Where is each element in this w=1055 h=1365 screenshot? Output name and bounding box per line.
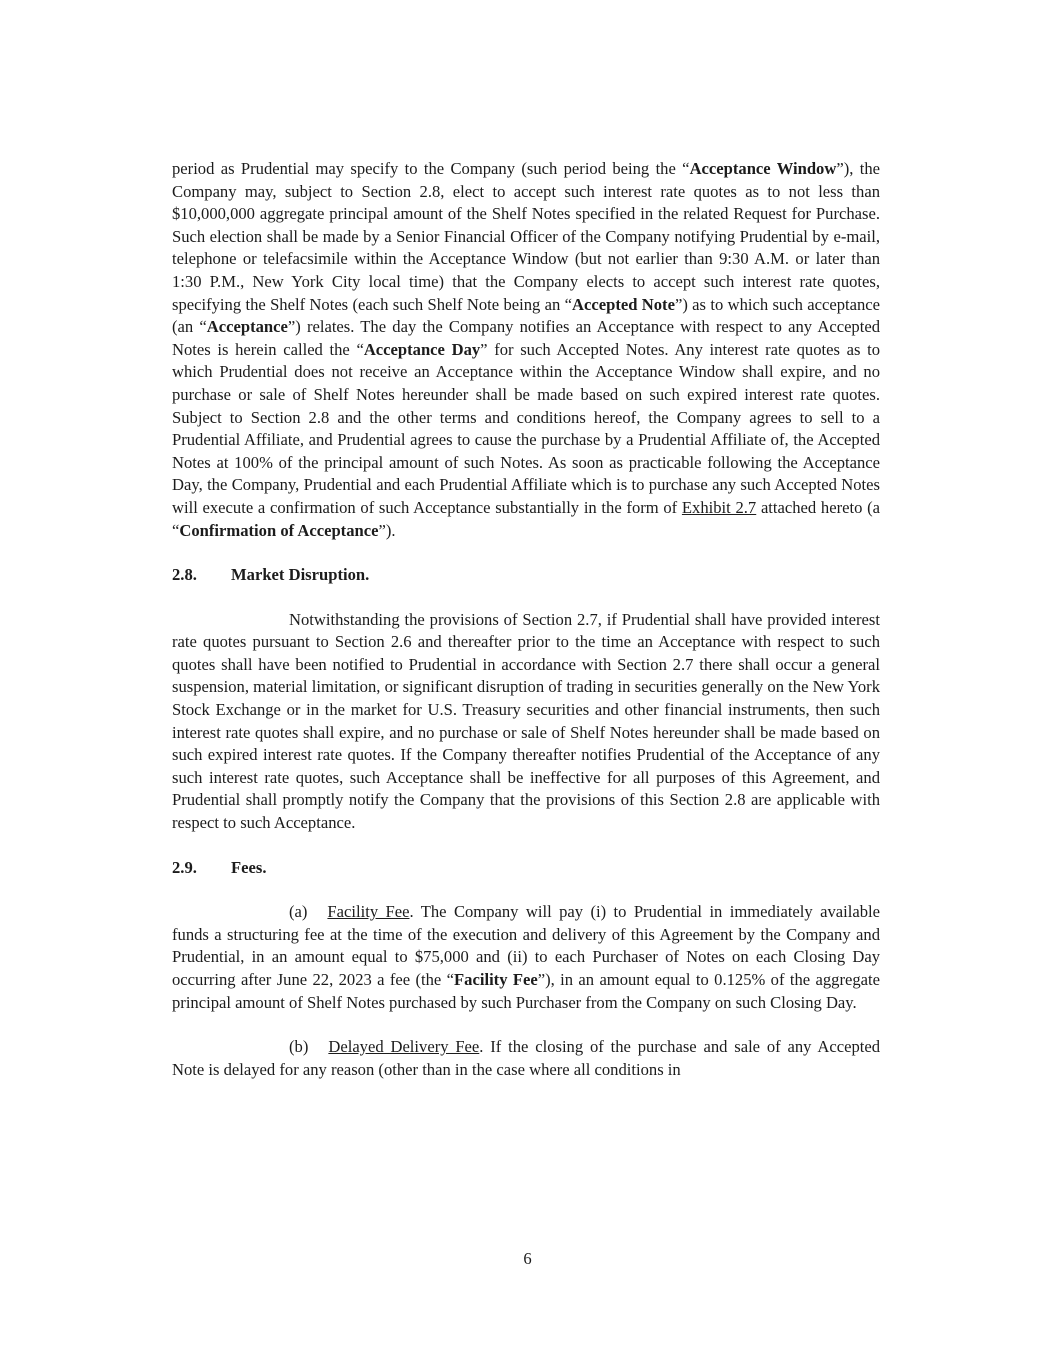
clause-caption: Delayed Delivery Fee — [328, 1037, 480, 1057]
section-title: Market Disruption. — [231, 565, 370, 585]
section-heading-2-8 — [172, 564, 880, 587]
document-page — [172, 158, 880, 1081]
clause-caption: Facility Fee — [327, 902, 410, 922]
section-number: 2.9. — [172, 857, 197, 877]
delayed-delivery-fee-paragraph: (b) Delayed Delivery Fee. If the closing of the purchase and sale of any Accepted Note is delayed for any reason (other than in the case where all conditions in — [172, 1037, 881, 1079]
clause-label: (a) — [289, 902, 308, 922]
clause-label: (b) — [289, 1037, 309, 1057]
section-number: 2.8. — [172, 565, 197, 585]
acceptance-paragraph: period as Prudential may specify to the Company (such period being the “Acceptance Window”), the Company may, subject to Section 2.8, elect to accept such interest rate quotes as to not less than $10,000,000 aggregate principal amount of the Shelf Notes specified in the related Request for Purchase. Such election shall be made by a Senior Financial Officer of the Company notifying Prudential by e-mail, telephone or telefacsimile within the Acceptance Window (but not earlier than 9:30 A.M. or later than 1:30 P.M., New York City local time) that the Company elects to accept such interest rate quotes, specifying the Shelf Notes (each such Shelf Note being an “Accepted Note”) as to which such acceptance (an “Acceptance”) relates. The day the Company notifies an Acceptance with respect to any Accepted Notes is herein called the “Acceptance Day” for such Accepted Notes. Any interest rate quotes as to which Prudential does not receive an Acceptance within the Acceptance Window shall expire, and no purchase or sale of Shelf Notes hereunder shall be made based on such expired interest rate quotes. Subject to Section 2.8 and the other terms and conditions hereof, the Company agrees to sell to a Prudential Affiliate, and Prudential agrees to cause the purchase by a Prudential Affiliate of, the Accepted Notes at 100% of the principal amount of such Notes. As soon as practicable following the Acceptance Day, the Company, Prudential and each Prudential Affiliate which is to purchase any such Accepted Notes will execute a confirmation of such Acceptance substantially in the form of Exhibit 2.7 attached hereto (a “Confirmation of Acceptance”). — [172, 159, 881, 540]
section-heading-2-9 — [172, 857, 880, 880]
facility-fee-paragraph: (a) Facility Fee. The Company will pay (i) to Prudential in immediately available funds a structuring fee at the time of the execution and delivery of this Agreement by the Company and Prudential, in an amount equal to $75,000 and (ii) to each Purchaser of Notes on each Closing Day occurring after June 22, 2023 a fee (the “Facility Fee”), in an amount equal to 0.125% of the aggregate principal amount of Shelf Notes purchased by such Purchaser from the Company on such Closing Day. — [172, 902, 880, 1012]
section-title: Fees. — [231, 857, 267, 877]
exhibit-reference: Exhibit 2.7 — [681, 497, 757, 517]
market-disruption-paragraph: Notwithstanding the provisions of Section 2.7, if Prudential shall have provided interest rate quotes pursuant to Section 2.6 and thereafter prior to the time an Acceptance with respect to such quotes shall have been notified to Prudential in accordance with Section 2.7 there shall occur a general suspension, material limitation, or significant disruption of trading in securities generally on the New York Stock Exchange or in the market for U.S. Treasury securities and other financial instruments, then such interest rate quotes shall expire, and no purchase or sale of Shelf Notes hereunder shall be made based on such expired interest rate quotes. If the Company thereafter notifies Prudential of the Acceptance of any such interest rate quotes, such Acceptance shall be ineffective for all purposes of this Agreement, and Prudential shall promptly notify the Company that the provisions of this Section 2.8 are applicable with respect to such Acceptance. — [172, 609, 880, 833]
page-number: 6 — [523, 1249, 532, 1268]
